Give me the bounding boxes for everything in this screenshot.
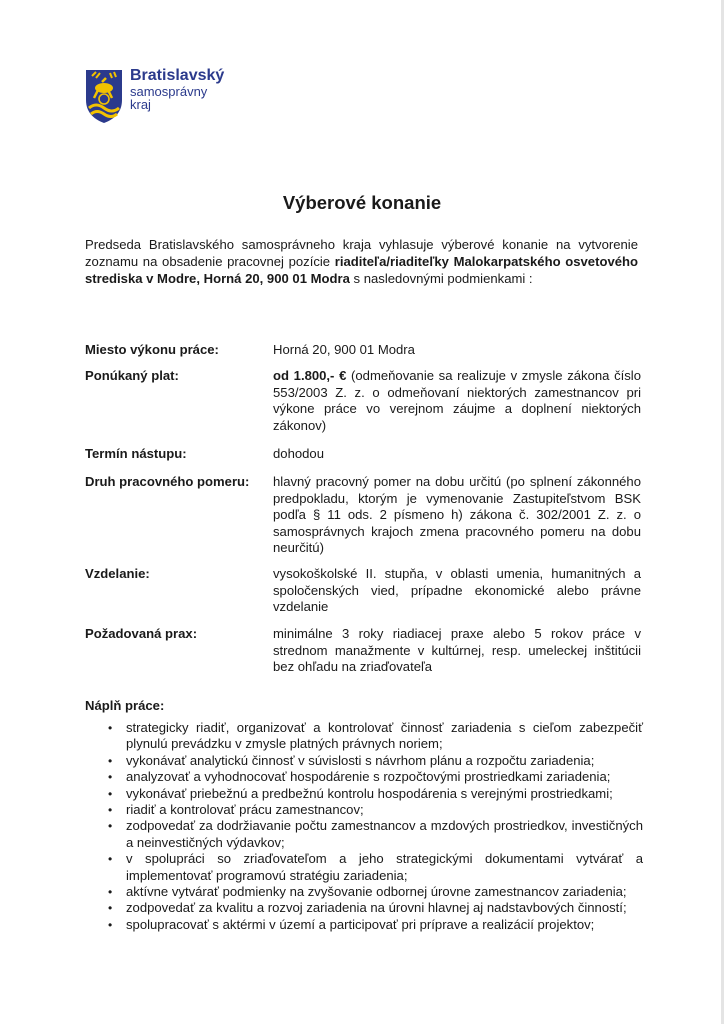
intro-position-bold: riaditeľa/riaditeľky Malokarpatského osvetového strediska v Modre, Horná 20, 900 01 Modra <box>85 254 639 286</box>
duty-item: • vykonávať analytickú činnosť v súvislosti s návrhom plánu a rozpočtu zariadenia; <box>108 753 643 769</box>
intro-text-after: s nasledovnými podmienkami : <box>349 271 533 286</box>
duty-item: • spolupracovať s aktérmi v území a participovať pri príprave a realizácií projektov; <box>108 917 643 933</box>
duty-item: • analyzovať a vyhodnocovať hospodárenie s rozpočtovými prostriedkami zariadenia; <box>108 769 643 785</box>
value-salary <box>273 368 641 434</box>
duties-heading: Náplň práce: <box>85 698 165 713</box>
logo <box>84 68 264 128</box>
label-work-place: Miesto výkonu práce: <box>85 342 219 357</box>
duty-item: • riadiť a kontrolovať prácu zamestnancov; <box>108 802 643 818</box>
value-work-place: Horná 20, 900 01 Modra <box>273 342 415 357</box>
label-employment-type: Druh pracovného pomeru: <box>85 474 250 489</box>
value-required-practice: minimálne 3 roky riadiacej praxe alebo 5 rokov práce v strednom manažmente v kultúrnej, resp. umeleckej inštitúcii bez ohľadu na zriaďovateľa <box>273 626 641 674</box>
intro-text-before: Predseda Bratislavského samosprávneho kraja vyhlasuje výberové konanie na vytvorenie zoznamu na obsadenie pracovnej pozície <box>85 237 638 269</box>
duty-item: • vykonávať priebežnú a predbežnú kontrolu hospodárenia s verejnými prostriedkami; <box>108 786 643 802</box>
document-title: Výberové konanie <box>282 192 442 213</box>
label-required-practice: Požadovaná prax: <box>85 626 198 641</box>
duty-item: • zodpovedať za kvalitu a rozvoj zariadenia na úrovni hlavnej aj nadstavbových činností; <box>108 900 643 916</box>
salary-amount: od 1.800,- € <box>273 368 347 383</box>
logo-line-3: kraj <box>130 97 151 113</box>
value-education: vysokoškolské II. stupňa, v oblasti umenia, humanitných a spoločenských vied, prípadne ekonomické alebo právne vzdelanie <box>273 566 641 614</box>
label-start-date: Termín nástupu: <box>85 446 187 461</box>
logo-line-1: Bratislavský <box>130 67 225 84</box>
coat-of-arms-icon <box>84 68 124 124</box>
value-start-date: dohodou <box>273 446 324 461</box>
duties-list <box>108 720 643 933</box>
salary-note: (odmeňovanie sa realizuje v zmysle zákona číslo 553/2003 Z. z. o odmeňovaní niektorých zamestnancov pri výkone práce vo verejnom záujme a doplnení niektorých zákonov) <box>273 368 642 433</box>
intro-paragraph <box>85 236 638 287</box>
value-employment-type: hlavný pracovný pomer na dobu určitú (po splnení zákonného predpokladu, ktorým je vymenovanie Zastupiteľstvom BSK podľa § 11 ods. 2 písmeno h) zákona č. 302/2001 Z. z. o samosprávnych krajoch zmena pracovného pomeru na dobu neurčitú) <box>273 474 641 555</box>
logo-line-2: samosprávny <box>130 83 208 99</box>
label-education: Vzdelanie: <box>85 566 150 581</box>
label-salary: Ponúkaný plat: <box>85 368 179 383</box>
duty-item: • zodpovedať za dodržiavanie počtu zamestnancov a mzdových prostriedkov, investičných a neinvestičných výdavkov; <box>108 818 643 851</box>
duty-item: • aktívne vytvárať podmienky na zvyšovanie odbornej úrovne zamestnancov zariadenia; <box>108 884 643 900</box>
duty-item: • v spolupráci so zriaďovateľom a jeho strategickými dokumentami vytvárať a implementovať programovú stratégiu zariadenia; <box>108 851 643 884</box>
duty-item: • strategicky riadiť, organizovať a kontrolovať činnosť zariadenia s cieľom zabezpečiť plynulú prevádzku v zmysle platných právnych noriem; <box>108 720 643 753</box>
